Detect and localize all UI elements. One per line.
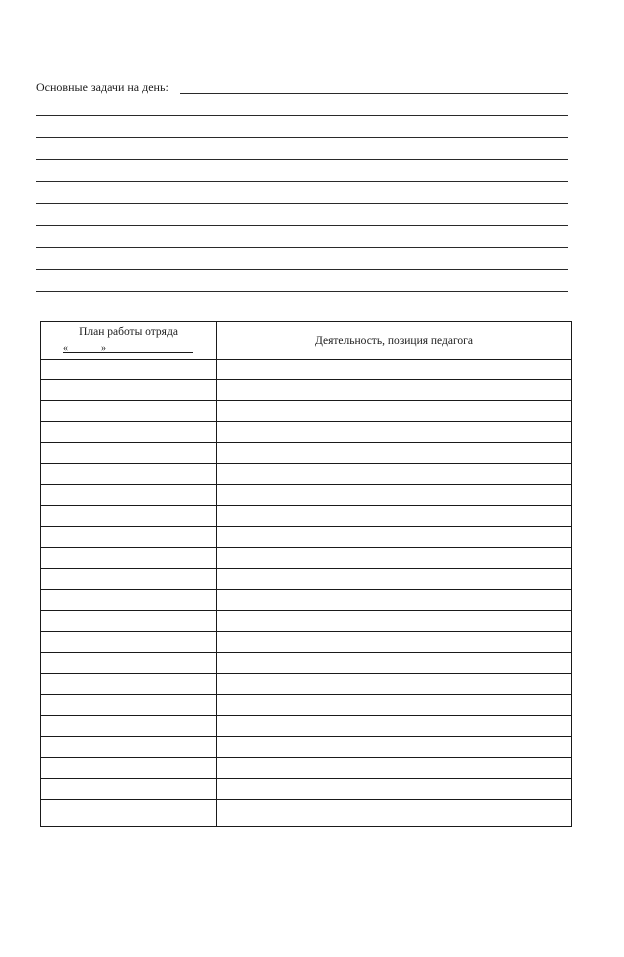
column-divider	[216, 322, 217, 826]
activity-header-cell	[217, 322, 571, 359]
plan-cell	[41, 569, 216, 589]
plan-table-body	[41, 359, 571, 826]
plan-cell	[41, 401, 216, 421]
activity-header-title: Деятельность, позиция педагога	[315, 334, 473, 347]
daily-tasks-label: Основные задачи на день:	[36, 80, 173, 94]
activity-cell	[216, 653, 571, 673]
date-open-quote: «	[63, 343, 68, 354]
daily-tasks-lines	[36, 95, 568, 292]
table-row	[41, 758, 571, 779]
activity-cell	[216, 464, 571, 484]
activity-cell	[216, 548, 571, 568]
activity-cell	[216, 611, 571, 631]
activity-cell	[216, 800, 571, 821]
daily-tasks-section	[36, 80, 568, 292]
writing-line	[36, 271, 568, 292]
table-row	[41, 737, 571, 758]
table-row	[41, 359, 571, 380]
plan-date-field	[63, 341, 193, 353]
plan-cell	[41, 779, 216, 799]
plan-cell	[41, 527, 216, 547]
table-row	[41, 590, 571, 611]
activity-cell	[216, 443, 571, 463]
table-row	[41, 527, 571, 548]
daily-tasks-first-line	[36, 80, 568, 94]
writing-line	[36, 183, 568, 204]
plan-cell	[41, 443, 216, 463]
plan-cell	[41, 653, 216, 673]
table-row	[41, 611, 571, 632]
activity-cell	[216, 590, 571, 610]
table-row	[41, 674, 571, 695]
table-row	[41, 485, 571, 506]
plan-cell	[41, 506, 216, 526]
table-row	[41, 401, 571, 422]
plan-cell	[41, 380, 216, 400]
table-row	[41, 716, 571, 737]
activity-cell	[216, 674, 571, 694]
table-row	[41, 422, 571, 443]
plan-table-header	[41, 322, 571, 360]
activity-cell	[216, 380, 571, 400]
table-row	[41, 632, 571, 653]
writing-line	[180, 93, 568, 94]
activity-cell	[216, 737, 571, 757]
activity-cell	[216, 716, 571, 736]
activity-cell	[216, 401, 571, 421]
activity-cell	[216, 569, 571, 589]
table-row	[41, 569, 571, 590]
plan-cell	[41, 590, 216, 610]
table-row	[41, 779, 571, 800]
activity-cell	[216, 779, 571, 799]
writing-line	[36, 161, 568, 182]
activity-cell	[216, 506, 571, 526]
activity-cell	[216, 485, 571, 505]
plan-cell	[41, 632, 216, 652]
writing-line	[36, 139, 568, 160]
table-row	[41, 653, 571, 674]
writing-line	[36, 205, 568, 226]
table-row	[41, 695, 571, 716]
activity-cell	[216, 632, 571, 652]
plan-cell	[41, 422, 216, 442]
table-row	[41, 506, 571, 527]
writing-line	[36, 117, 568, 138]
plan-cell	[41, 716, 216, 736]
table-row	[41, 380, 571, 401]
plan-cell	[41, 611, 216, 631]
plan-cell	[41, 485, 216, 505]
plan-header-cell	[41, 322, 216, 359]
plan-header-title: План работы отряда	[79, 326, 178, 338]
activity-cell	[216, 695, 571, 715]
writing-line	[36, 227, 568, 248]
plan-cell	[41, 800, 216, 821]
plan-cell	[41, 674, 216, 694]
plan-cell	[41, 464, 216, 484]
activity-cell	[216, 527, 571, 547]
activity-cell	[216, 758, 571, 778]
table-row	[41, 443, 571, 464]
date-close-quote: »	[101, 343, 106, 354]
plan-cell	[41, 737, 216, 757]
plan-cell	[41, 359, 216, 379]
activity-cell	[216, 422, 571, 442]
writing-line	[36, 95, 568, 116]
table-row	[41, 800, 571, 821]
writing-line	[36, 249, 568, 270]
activity-cell	[216, 359, 571, 379]
table-row	[41, 548, 571, 569]
plan-cell	[41, 758, 216, 778]
plan-table	[40, 321, 572, 827]
plan-cell	[41, 695, 216, 715]
plan-cell	[41, 548, 216, 568]
table-row	[41, 464, 571, 485]
